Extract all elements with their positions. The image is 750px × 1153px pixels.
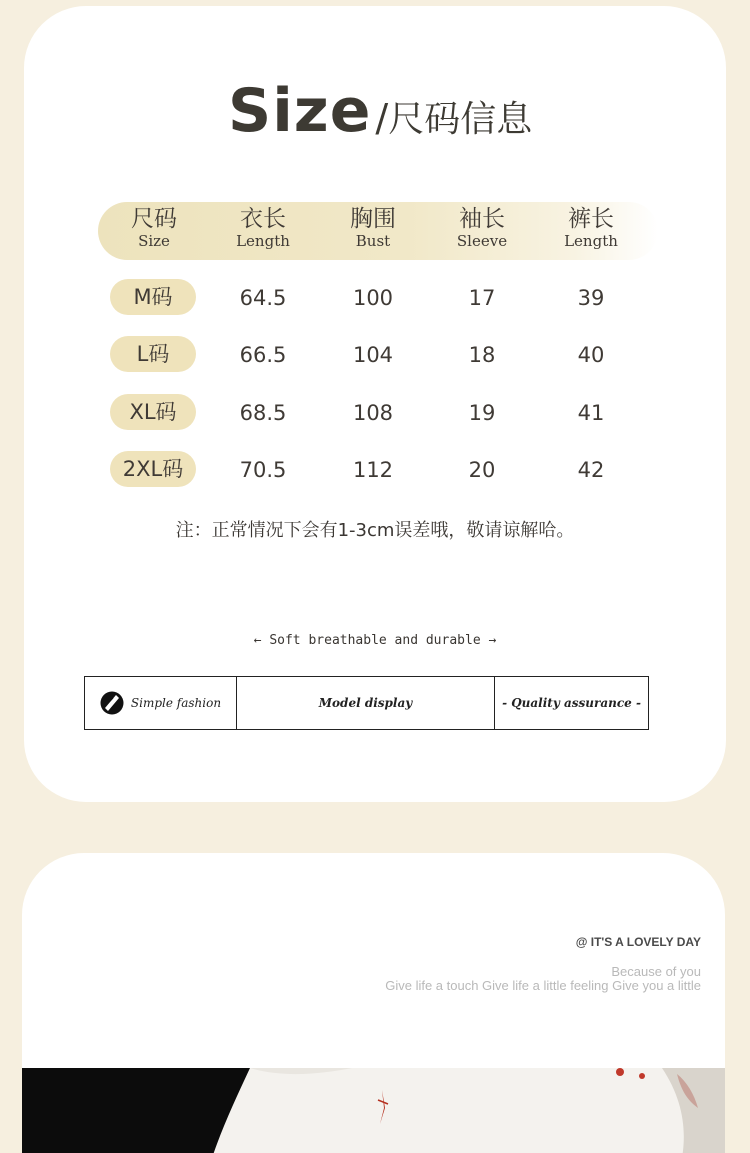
cell-pants-length: 42 — [577, 458, 605, 482]
feature-simple-fashion — [85, 677, 237, 729]
header-sleeve-cn: 袖长 — [459, 206, 505, 232]
cell-length: 64.5 — [239, 286, 287, 310]
cell-bust: 108 — [352, 401, 394, 425]
lovely-day-text: @ IT'S A LOVELY DAY — [575, 935, 701, 949]
title-main: Size — [228, 76, 372, 146]
feature-quality-assurance — [495, 677, 648, 729]
cell-bust: 100 — [352, 286, 394, 310]
header-size — [104, 208, 204, 249]
cell-sleeve: 19 — [468, 401, 496, 425]
header-bust-en: Bust — [355, 232, 391, 250]
header-pants-length — [541, 208, 641, 249]
header-length-cn: 衣长 — [240, 206, 286, 232]
quality-assurance-label: - Quality assurance - — [502, 696, 641, 710]
feature-model-display — [237, 677, 495, 729]
cell-bust: 112 — [352, 458, 394, 482]
because-text: Because of you — [611, 964, 701, 979]
cell-sleeve: 17 — [468, 286, 496, 310]
header-sleeve-en: Sleeve — [456, 232, 508, 250]
size-pill-l: L码 — [110, 336, 196, 372]
header-pants-length-cn: 裤长 — [568, 206, 614, 232]
cell-bust: 104 — [352, 343, 394, 367]
cell-length: 66.5 — [239, 343, 287, 367]
header-size-cn: 尺码 — [131, 206, 177, 232]
header-bust — [323, 208, 423, 249]
simple-fashion-label: Simple fashion — [130, 696, 222, 710]
model-photo — [22, 1068, 725, 1153]
size-pill-m: M码 — [110, 279, 196, 315]
tagline: ← Soft breathable and durable → — [253, 633, 497, 648]
header-pants-length-en: Length — [564, 232, 618, 250]
cell-pants-length: 40 — [577, 343, 605, 367]
header-bust-cn: 胸围 — [350, 206, 396, 232]
cell-pants-length: 39 — [577, 286, 605, 310]
leaf-logo-icon — [100, 691, 124, 715]
page-title — [228, 76, 532, 146]
cell-length: 70.5 — [239, 458, 287, 482]
size-note: 注：正常情况下会有1-3cm误差哦，敬请谅解哈。 — [175, 520, 575, 541]
give-life-text: Give life a touch Give life a little feeling Give you a little — [385, 978, 701, 993]
feature-box-row — [84, 676, 649, 730]
header-sleeve — [432, 208, 532, 249]
header-length-en: Length — [236, 232, 290, 250]
model-photo-card — [22, 853, 725, 1153]
cell-sleeve: 18 — [468, 343, 496, 367]
title-chinese: 尺码信息 — [388, 99, 533, 140]
title-separator: / — [375, 96, 389, 140]
model-display-label: Model display — [318, 696, 413, 710]
cell-sleeve: 20 — [468, 458, 496, 482]
size-pill-2xl: 2XL码 — [110, 451, 196, 487]
header-length — [213, 208, 313, 249]
cell-pants-length: 41 — [577, 401, 605, 425]
header-size-en: Size — [138, 232, 170, 250]
cell-length: 68.5 — [239, 401, 287, 425]
size-pill-xl: XL码 — [110, 394, 196, 430]
